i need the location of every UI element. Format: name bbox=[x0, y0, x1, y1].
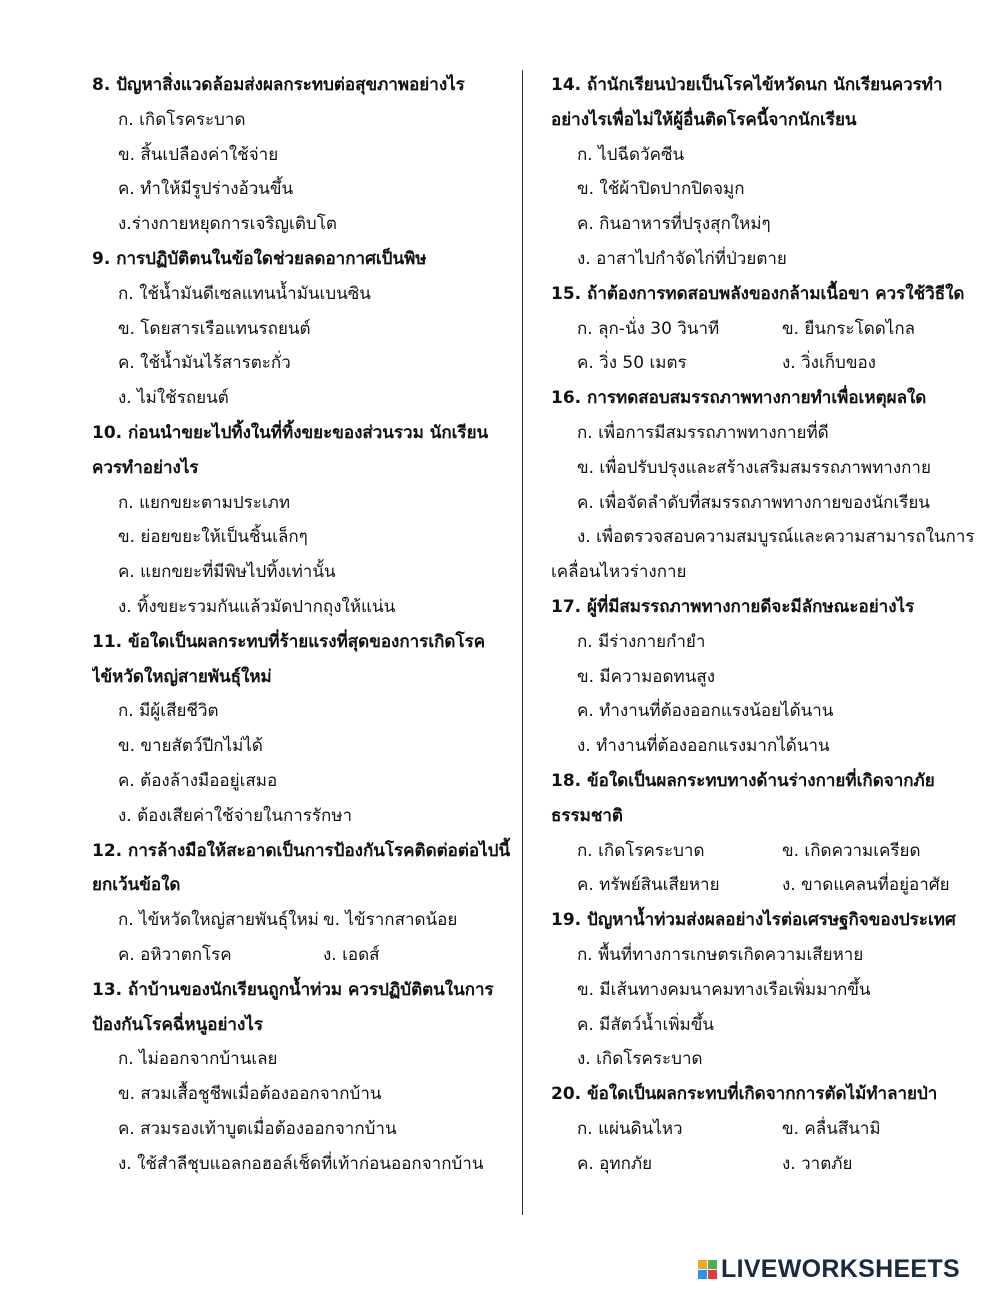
answer-option: ก. เพื่อการมีสมรรถภาพทางกายที่ดี bbox=[577, 422, 829, 443]
answer-option-row bbox=[551, 346, 976, 381]
answer-option: ค. สวมรองเท้าบูตเมื่อต้องออกจากบ้าน bbox=[118, 1118, 397, 1139]
question-text: 10. ก่อนนำขยะไปทิ้งในที่ทิ้งขยะของส่วนรวม นักเรียน bbox=[92, 422, 489, 443]
answer-option-row bbox=[92, 903, 522, 938]
answer-option: ค. กินอาหารที่ปรุงสุกใหม่ๆ bbox=[577, 214, 771, 235]
question-text: 15. ถ้าต้องการทดสอบพลังของกล้ามเนื้อขา ควรใช้วิธีใด bbox=[551, 283, 965, 304]
answer-option: ก. ไข้หวัดใหญ่สายพันธุ์ใหม่ bbox=[118, 910, 319, 931]
answer-option: ข. สวมเสื้อชูชีพเมื่อต้องออกจากบ้าน bbox=[118, 1084, 382, 1105]
question-text: ควรทำอย่างไร bbox=[92, 457, 199, 478]
answer-option: ข. โดยสารเรือแทนรถยนต์ bbox=[118, 318, 311, 339]
question-text: 19. ปัญหาน้ำท่วมส่งผลอย่างไรต่อเศรษฐกิจของประเทศ bbox=[551, 910, 956, 931]
answer-option-row bbox=[551, 1147, 976, 1182]
answer-option: ค. ต้องล้างมืออยู่เสมอ bbox=[118, 770, 278, 791]
answer-option: ค. แยกขยะที่มีพิษไปทิ้งเท่านั้น bbox=[118, 562, 336, 583]
answer-option: ค. อหิวาตกโรค bbox=[118, 944, 232, 965]
answer-option: ค. ทรัพย์สินเสียหาย bbox=[577, 875, 720, 896]
answer-option-row bbox=[92, 938, 522, 973]
question-text: 16. การทดสอบสมรรถภาพทางกายทำเพื่อเหตุผลใด bbox=[551, 388, 927, 409]
question-text: 11. ข้อใดเป็นผลกระทบที่ร้ายแรงที่สุดของการเกิดโรค bbox=[92, 631, 486, 652]
question-text: 17. ผู้ที่มีสมรรถภาพทางกายดีจะมีลักษณะอย่างไร bbox=[551, 596, 915, 617]
question-text: ธรรมชาติ bbox=[551, 805, 623, 826]
question-text: 8. ปัญหาสิ่งแวดล้อมส่งผลกระทบต่อสุขภาพอย่างไร bbox=[92, 75, 465, 95]
answer-option: ค. อุทกภัย bbox=[577, 1153, 653, 1174]
answer-option: ข. ขายสัตว์ปีกไม่ได้ bbox=[118, 736, 263, 757]
answer-option-row bbox=[551, 868, 976, 903]
answer-option: ข. เพื่อปรับปรุงและสร้างเสริมสมรรถภาพทางกาย bbox=[577, 457, 931, 478]
question-text: ป้องกันโรคฉี่หนูอย่างไร bbox=[92, 1014, 263, 1035]
answer-option: ค. ทำให้มีรูปร่างอ้วนขึ้น bbox=[118, 179, 294, 200]
answer-option: ก. พื้นที่ทางการเกษตรเกิดความเสียหาย bbox=[577, 944, 864, 965]
question-text: 18. ข้อใดเป็นผลกระทบทางด้านร่างกายที่เกิดจากภัย bbox=[551, 770, 935, 791]
answer-option: ค. เพื่อจัดลำดับที่สมรรถภาพทางกายของนักเรียน bbox=[577, 492, 930, 513]
liveworksheets-logo-icon bbox=[698, 1260, 717, 1279]
answer-option: ง. อาสาไปกำจัดไก่ที่ป่วยตาย bbox=[577, 248, 787, 269]
answer-option: ก. ไปฉีดวัคซีน bbox=[577, 144, 685, 165]
answer-option: ข. มีเส้นทางคมนาคมทางเรือเพิ่มมากขึ้น bbox=[577, 979, 871, 1000]
answer-option: ง. เพื่อตรวจสอบความสมบูรณ์และความสามารถในการ bbox=[577, 527, 975, 548]
answer-option: ก. ใช้น้ำมันดีเซลแทนน้ำมันเบนซิน bbox=[118, 283, 371, 304]
column-divider bbox=[522, 70, 523, 1215]
answer-option: ก. แผ่นดินไหว bbox=[577, 1118, 683, 1139]
question-text: 12. การล้างมือให้สะอาดเป็นการป้องกันโรคติดต่อต่อไปนี้ bbox=[92, 840, 511, 861]
answer-option-row bbox=[551, 834, 976, 869]
answer-option: ง.ร่างกายหยุดการเจริญเติบโต bbox=[118, 214, 337, 235]
logo-text: LIVEWORKSHEETS bbox=[721, 1254, 960, 1283]
question-text: 20. ข้อใดเป็นผลกระทบที่เกิดจากการตัดไม้ทำลายป่า bbox=[551, 1084, 938, 1105]
answer-option: ข. เกิดความเครียด bbox=[782, 840, 921, 861]
answer-option: ง. ขาดแคลนที่อยู่อาศัย bbox=[782, 875, 950, 896]
answer-option: ค. ทำงานที่ต้องออกแรงน้อยได้นาน bbox=[577, 701, 834, 722]
answer-option: ง. ทำงานที่ต้องออกแรงมากได้นาน bbox=[577, 736, 830, 757]
answer-option: ง. เอดส์ bbox=[323, 944, 380, 965]
question-text: 14. ถ้านักเรียนป่วยเป็นโรคไข้หวัดนก นักเรียนควรทำ bbox=[551, 75, 943, 95]
answer-option: ง. ต้องเสียค่าใช้จ่ายในการรักษา bbox=[118, 805, 353, 826]
answer-option: ง. ทิ้งขยะรวมกันแล้วมัดปากถุงให้แน่น bbox=[118, 596, 396, 617]
answer-option: ง. ใช้สำลีชุบแอลกอฮอล์เช็ดที่เท้าก่อนออกจากบ้าน bbox=[118, 1153, 484, 1174]
answer-option: ข. ใช้ผ้าปิดปากปิดจมูก bbox=[577, 179, 745, 200]
liveworksheets-logo[interactable] bbox=[698, 1252, 960, 1286]
answer-option: ข. ยืนกระโดดไกล bbox=[782, 318, 916, 339]
question-text: ไข้หวัดใหญ่สายพันธุ์ใหม่ bbox=[92, 666, 272, 687]
answer-continuation: เคลื่อนไหวร่างกาย bbox=[551, 562, 687, 583]
question-text: 13. ถ้าบ้านของนักเรียนถูกน้ำท่วม ควรปฏิบัติตนในการ bbox=[92, 979, 494, 1000]
question-text: 9. การปฏิบัติตนในข้อใดช่วยลดอากาศเป็นพิษ bbox=[92, 248, 427, 269]
answer-option: ข. คลื่นสึนามิ bbox=[782, 1118, 881, 1139]
answer-option: ข. สิ้นเปลืองค่าใช้จ่าย bbox=[118, 144, 279, 165]
answer-option: ค. ใช้น้ำมันไร้สารตะกั่ว bbox=[118, 353, 291, 374]
answer-option: ข. ย่อยขยะให้เป็นชิ้นเล็กๆ bbox=[118, 527, 308, 548]
answer-option: ก. แยกขยะตามประเภท bbox=[118, 492, 291, 513]
answer-option: ง. เกิดโรคระบาด bbox=[577, 1049, 703, 1070]
answer-option-row bbox=[551, 312, 976, 347]
answer-option: ง. วาตภัย bbox=[782, 1153, 853, 1174]
left-column bbox=[92, 68, 522, 1182]
answer-option: ก. เกิดโรคระบาด bbox=[118, 109, 246, 130]
question-text: อย่างไรเพื่อไม่ให้ผู้อื่นติดโรคนี้จากนักเรียน bbox=[551, 109, 857, 130]
answer-option: ก. ลุก-นั่ง 30 วินาที bbox=[577, 318, 720, 339]
answer-option: ง. วิ่งเก็บของ bbox=[782, 353, 876, 374]
answer-option: ก. ไม่ออกจากบ้านเลย bbox=[118, 1049, 278, 1070]
answer-option: ค. วิ่ง 50 เมตร bbox=[577, 353, 687, 374]
answer-option: ก. มีผู้เสียชีวิต bbox=[118, 701, 219, 722]
answer-option: ข. ไข้รากสาดน้อย bbox=[323, 910, 458, 931]
answer-option: ง. ไม่ใช้รถยนต์ bbox=[118, 388, 229, 409]
answer-option: ก. มีร่างกายกำยำ bbox=[577, 631, 706, 652]
answer-option: ก. เกิดโรคระบาด bbox=[577, 840, 705, 861]
answer-option: ค. มีสัตว์น้ำเพิ่มขึ้น bbox=[577, 1014, 714, 1035]
answer-option-row bbox=[551, 1112, 976, 1147]
right-column bbox=[551, 68, 976, 1182]
question-text: ยกเว้นข้อใด bbox=[92, 875, 181, 896]
answer-option: ข. มีความอดทนสูง bbox=[577, 666, 716, 687]
